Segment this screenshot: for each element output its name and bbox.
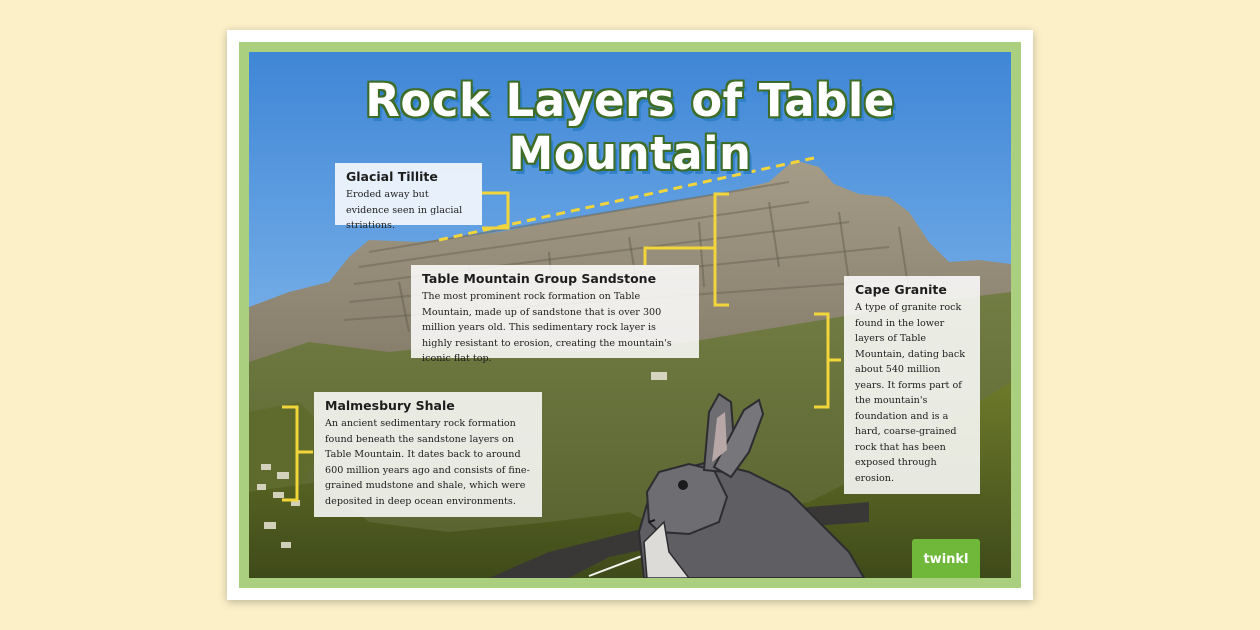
label-heading: Table Mountain Group Sandstone: [422, 271, 657, 286]
logo-text: twinkl: [923, 552, 969, 567]
label-box-glacial-tillite: [335, 163, 482, 231]
label-box-malmesbury-shale: [314, 392, 542, 517]
twinkl-logo: [912, 539, 980, 578]
label-heading: Malmesbury Shale: [325, 398, 455, 413]
label-text: The most prominent rock formation on Table Mountain, made up of sandstone that is over 300 million years old. This sedimentary rock layer is highly resistant to erosion, creating the mountain's iconic flat top.: [422, 291, 672, 364]
label-text: An ancient sedimentary rock formation found beneath the sandstone layers on Table Mountain. It dates back to around 600 million years ago and consists of fine-grained mudstone and shale, which were deposited in deep ocean environments.: [325, 418, 530, 507]
label-box-cape-granite: [844, 276, 980, 494]
label-heading: Glacial Tillite: [346, 169, 438, 184]
poster-title: Rock Layers of Table Mountain: [365, 74, 895, 180]
mountain-scene: [249, 52, 1011, 578]
label-text: A type of granite rock found in the lower layers of Table Mountain, dating back about 540 million years. It forms part of the mountain's foundation and is a hard, coarse-grained rock that has been exposed through erosion.: [855, 302, 966, 484]
label-heading: Cape Granite: [855, 282, 947, 297]
label-box-sandstone: [411, 265, 699, 364]
label-text: Eroded away but evidence seen in glacial striations.: [346, 189, 463, 231]
